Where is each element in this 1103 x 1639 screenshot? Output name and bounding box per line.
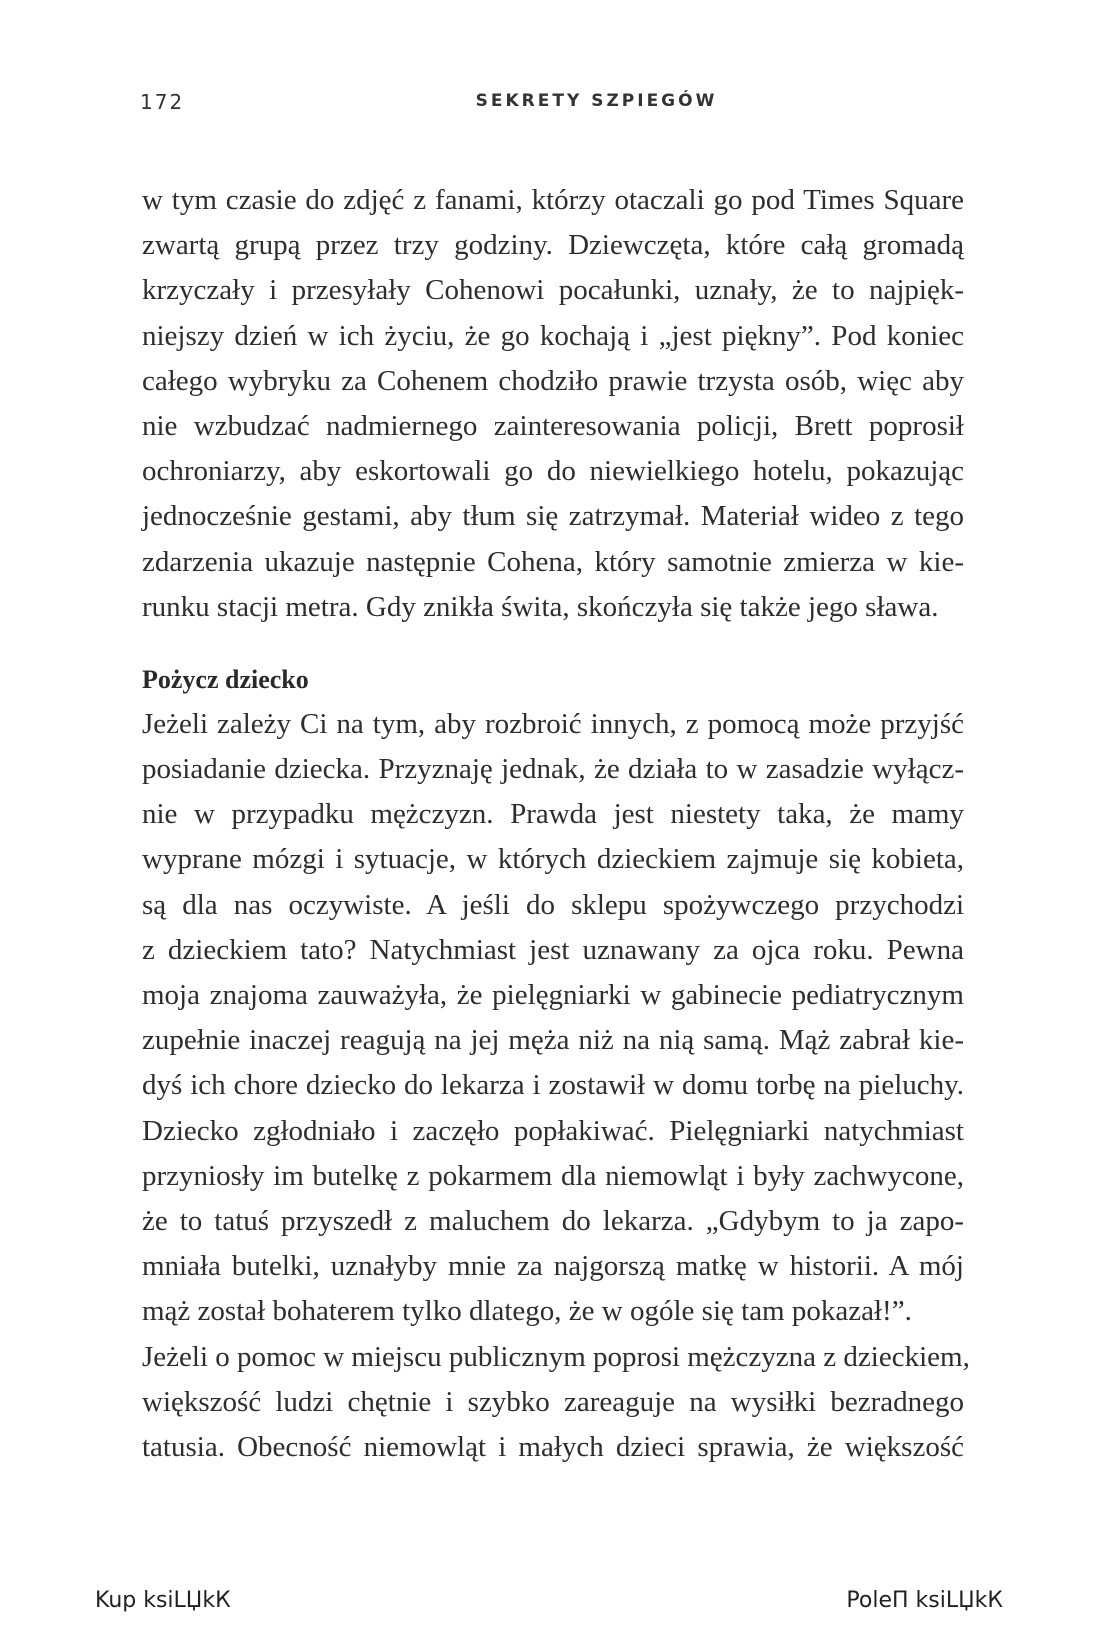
text-line: większość ludzi chętnie i szybko zareaguje na wysiłki bezradnego: [142, 1385, 964, 1418]
text-line: niejszy dzień w ich życiu, że go kochają i „jest piękny”. Pod koniec: [142, 319, 964, 352]
paragraph-2: [142, 702, 970, 1470]
section-heading: Pożycz dziecko: [142, 664, 309, 694]
text-line: mąż został bohaterem tylko dlatego, że w ogóle się tam pokazał!”.: [142, 1295, 912, 1328]
text-line: ochroniarzy, aby eskortowali go do niewielkiego hotelu, pokazując: [142, 455, 964, 488]
text-line: jednocześnie gestami, aby tłum się zatrzymał. Materiał wideo z tego: [142, 500, 964, 533]
text-line: wyprane mózgi i sytuacje, w których dzieckiem zajmuje się kobieta,: [142, 843, 964, 876]
text-line: Dziecko zgłodniało i zaczęło popłakiwać. Pielęgniarki natychmiast: [142, 1114, 964, 1147]
recommend-book-link[interactable]: PoleП ksiLЏkК: [846, 1588, 1003, 1613]
text-line: moja znajoma zauważyła, że pielęgniarki w gabinecie pediatrycznym: [142, 979, 964, 1011]
text-line: tatusia. Obecność niemowląt i małych dzieci sprawia, że większość: [142, 1430, 964, 1463]
running-title: SEKRETY SZPIEGÓW: [475, 91, 718, 111]
text-line: że to tatuś przyszedł z maluchem do lekarza. „Gdybym to ja zapo-: [142, 1204, 964, 1237]
book-text: [142, 178, 970, 1470]
text-line: dyś ich chore dziecko do lekarza i zostawił w domu torbę na pieluchy.: [142, 1069, 964, 1102]
text-line: Jeżeli o pomoc w miejscu publicznym poprosi mężczyzna z dzieckiem,: [142, 1340, 970, 1373]
text-line: nie w przypadku mężczyzn. Prawda jest niestety taka, że mamy: [142, 798, 964, 831]
text-line: zdarzenia ukazuje następnie Cohena, który samotnie zmierza w kie-: [142, 545, 964, 578]
text-line: zwartą grupą przez trzy godziny. Dziewczęta, które całą gromadą: [142, 229, 964, 262]
text-line: w tym czasie do zdjęć z fanami, którzy otaczali go pod Times Square: [142, 184, 964, 216]
text-line: zupełnie inaczej reagują na jej męża niż na nią samą. Mąż zabrał kie-: [142, 1024, 964, 1057]
text-line: przyniosły im butelkę z pokarmem dla niemowląt i były zachwycone,: [142, 1159, 964, 1192]
text-line: runku stacji metra. Gdy znikła świta, skończyła się także jego sława.: [142, 590, 939, 623]
text-line: mniała butelki, uznałyby mnie za najgorszą matkę w historii. A mój: [142, 1250, 964, 1283]
text-line: krzyczały i przesyłały Cohenowi pocałunki, uznały, że to najpięk-: [142, 274, 964, 307]
text-line: są dla nas oczywiste. A jeśli do sklepu spożywczego przychodzi: [142, 888, 964, 921]
text-line: całego wybryku za Cohenem chodziło prawie trzysta osób, więc aby: [142, 364, 964, 397]
text-line: nie wzbudzać nadmiernego zainteresowania policji, Brett poprosił: [142, 409, 964, 442]
buy-book-link[interactable]: Kup ksiLЏkК: [95, 1588, 231, 1613]
page-number: 172: [140, 90, 185, 114]
text-line: z dzieckiem tato? Natychmiast jest uznawany za ojca roku. Pewna: [142, 933, 964, 966]
text-line: posiadanie dziecka. Przyznaję jednak, że działa to w zasadzie wyłącz-: [142, 753, 964, 786]
text-line: Jeżeli zależy Ci na tym, aby rozbroić innych, z pomocą może przyjść: [142, 707, 964, 740]
paragraph-1: [142, 178, 964, 630]
